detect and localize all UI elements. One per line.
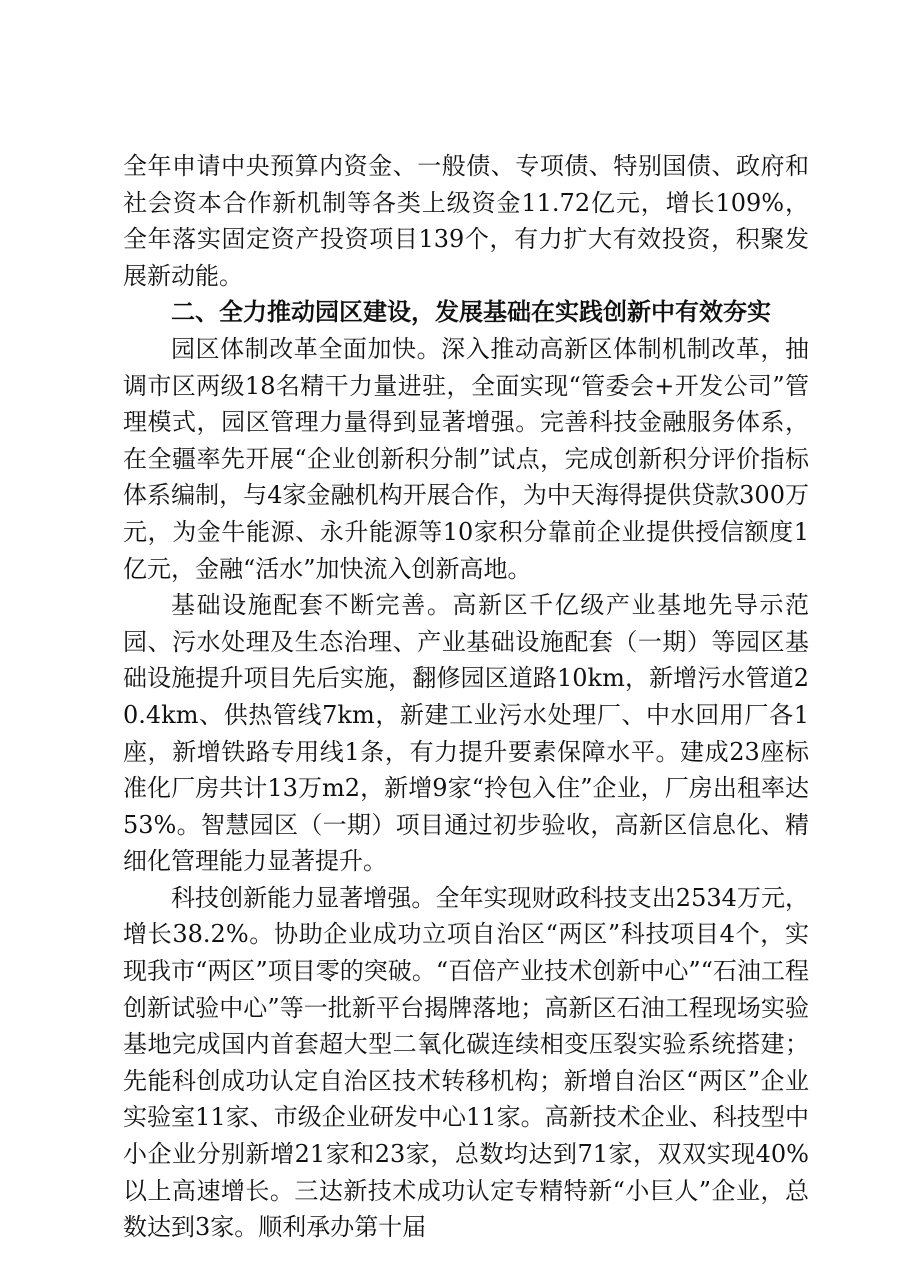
paragraph-park-reform: 园区体制改革全面加快。深入推动高新区体制机制改革，抽调市区两级18名精干力量进驻，全面实现“管委会+开发公司”管理模式，园区管理力量得到显著增强。完善科技金融服务体系，在全疆率先开展“企业创新积分制”试点，完成创新积分评价指标体系编制，与4家金融机构开展合作，为中天海得提供贷款300万元，为金牛能源、永升能源等10家积分靠前企业提供授信额度1亿元，金融“活水”加快流入创新高地。: [123, 334, 809, 583]
paragraph-funding-summary: 全年申请中央预算内资金、一般债、专项债、特别国债、政府和社会资本合作新机制等各类上级资金11.72亿元，增长109%，全年落实固定资产投资项目139个，有力扩大有效投资，积聚发展新动能。: [123, 152, 809, 290]
document-body: [123, 148, 809, 1246]
section-heading-park-construction: 二、全力推动园区建设，发展基础在实践创新中有效夯实: [171, 298, 771, 327]
paragraph-infrastructure: 基础设施配套不断完善。高新区千亿级产业基地先导示范园、污水处理及生态治理、产业基础设施配套（一期）等园区基础设施提升项目先后实施，翻修园区道路10km，新增污水管道20.4km、供热管线7km，新建工业污水处理厂、中水回用厂各1座，新增铁路专用线1条，有力提升要素保障水平。建成23座标准化厂房共计13万m2，新增9家“拎包入住”企业，厂房出租率达53%。智慧园区（一期）项目通过初步验收，高新区信息化、精细化管理能力显著提升。: [123, 591, 809, 876]
paragraph-tech-innovation: 科技创新能力显著增强。全年实现财政科技支出2534万元，增长38.2%。协助企业成功立项自治区“两区”科技项目4个，实现我市“两区”项目零的突破。“百倍产业技术创新中心”“石油工程创新试验中心”等一批新平台揭牌落地；高新区石油工程现场实验基地完成国内首套超大型二氧化碳连续相变压裂实验系统搭建；先能科创成功认定自治区技术转移机构；新增自治区“两区”企业实验室11家、市级企业研发中心11家。高新技术企业、科技型中小企业分别新增21家和23家，总数均达到71家，双双实现40%以上高速增长。三达新技术成功认定专精特新“小巨人”企业，总数达到3家。顺利承办第十届: [123, 883, 809, 1242]
